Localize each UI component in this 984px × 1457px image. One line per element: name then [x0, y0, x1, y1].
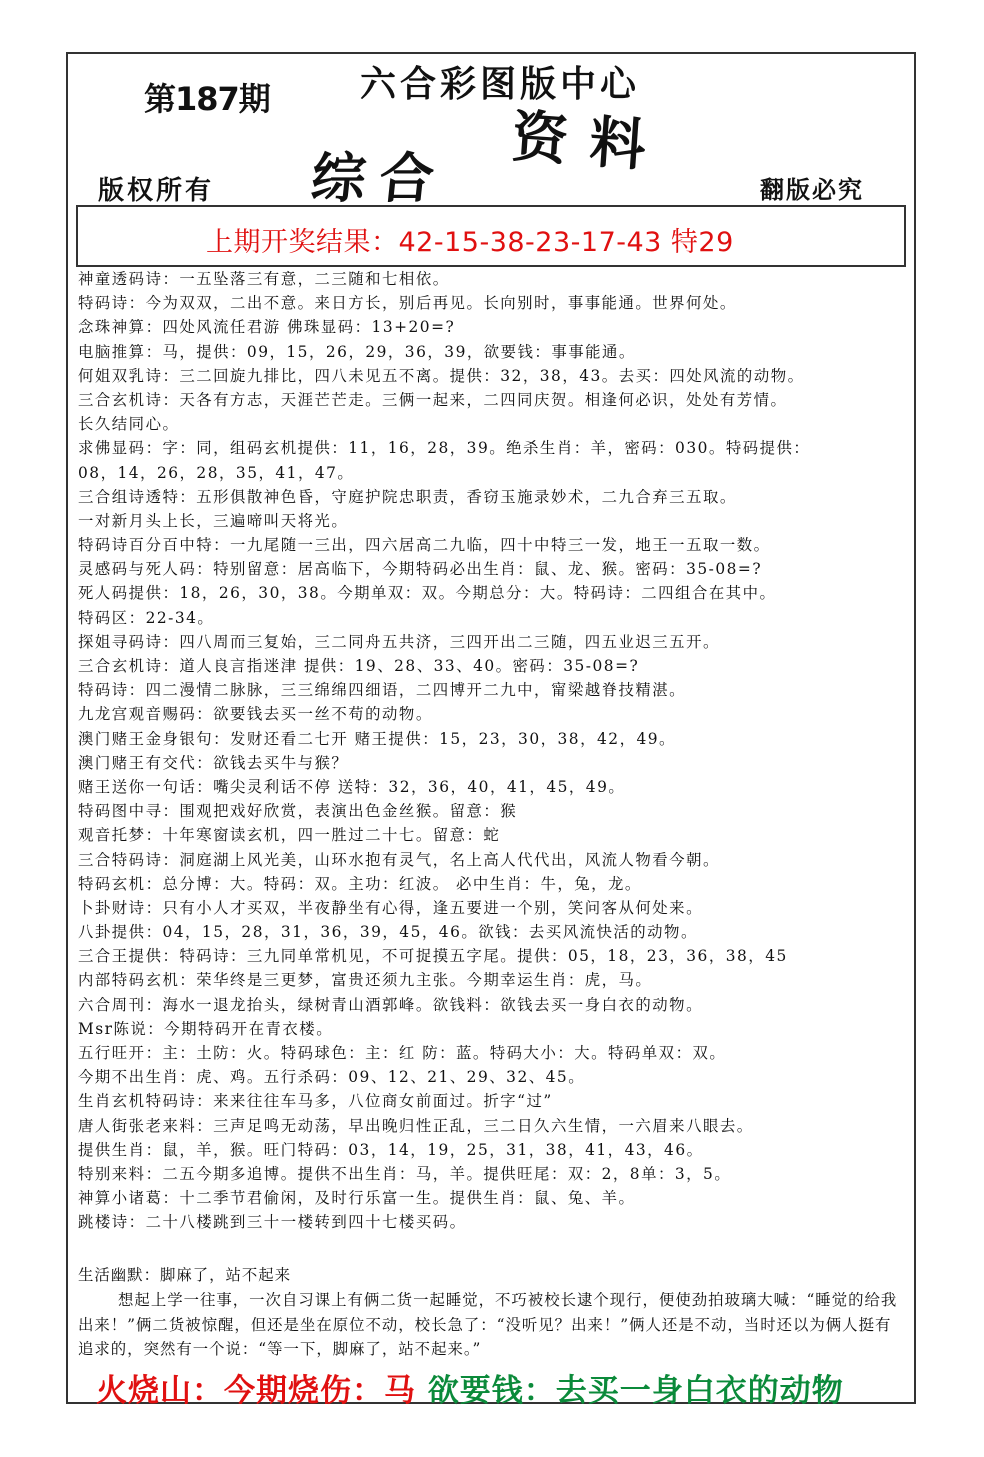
big-title-right: 资料 — [509, 103, 670, 181]
footer-banner — [96, 1365, 844, 1410]
content-line: 三合玄机诗：道人良言指迷津 提供：19、28、33、40。密码：35-08=? — [78, 657, 640, 675]
content-line: 特码玄机：总分博：大。特码：双。主功：红波。 必中生肖：牛，兔，龙。 — [78, 874, 642, 893]
issue-number: 第187期 — [144, 80, 270, 118]
content-line: 生肖玄机特码诗：来来往往车马多，八位商女前面过。折字“过” — [78, 1092, 553, 1111]
content-line: 长久结同心。 — [78, 415, 180, 434]
content-line: 08，14，26，28，35，41，47。 — [78, 463, 355, 482]
content-line: 澳门赌王金身银句：发财还看二七开 赌王提供：15，23，30，38，42，49。 — [78, 729, 676, 748]
content-line: 何姐双乳诗：三二回旋九排比，四八未见五不离。提供：32，38，43。去买：四处风流的动物。 — [78, 366, 805, 385]
center-title: 六合彩图版中心 — [360, 63, 641, 105]
content-line: 三合玄机诗：天各有方志，天涯芒芒走。三俩一起来，二四同庆贺。相逢何必识，处处有芳情。 — [78, 390, 788, 409]
content-lines — [78, 267, 908, 1235]
content-line: 神算小诸葛：十二季节君偷闲，及时行乐富一生。提供生肖：鼠、兔、羊。 — [78, 1189, 636, 1208]
content-line: 六合周刊：海水一退龙抬头，绿树青山酒郭峰。欲钱料：欲钱去买一身白衣的动物。 — [78, 995, 703, 1014]
content-line: 特码区：22-34。 — [78, 608, 215, 627]
content-line: 特码诗：四二漫情二脉脉，三三绵绵四细语，二四博开二九中，甯梁越脊技精湛。 — [78, 681, 687, 700]
content-line: 跳楼诗：二十八楼跳到三十一楼转到四十七楼买码。 — [78, 1213, 467, 1232]
content-line: 一对新月头上长，三遍啼叫天将光。 — [78, 511, 349, 530]
content-line: 特别来料：二五今期多追博。提供不出生肖：马，羊。提供旺尾：双：2，8单：3，5。 — [78, 1164, 732, 1183]
content-line: 三合特码诗：洞庭湖上风光美，山环水抱有灵气，名上高人代代出，风流人物看今朝。 — [78, 850, 720, 869]
content-line: Msr陈说：今期特码开在青衣楼。 — [78, 1019, 334, 1038]
last-draw-result: 上期开奖结果：42-15-38-23-17-43 特29 — [206, 227, 734, 258]
content-line: 特码诗百分百中特：一九尾随一三出，四六居高二九临，四十中特三一发，地王一五取一数。 — [78, 536, 771, 555]
big-title-left: 综合 — [308, 146, 451, 210]
content-line: 求佛显码：字：同，组码玄机提供：11，16，28，39。绝杀生肖：羊，密码：030。特码提供： — [78, 439, 811, 458]
content-line: 八卦提供：04，15，28，31，36，39，45，46。欲钱：去买风流快活的动物。 — [78, 923, 698, 942]
content-line: 九龙宫观音赐码：欲要钱去买一丝不苟的动物。 — [78, 705, 433, 724]
content-line: 澳门赌王有交代：欲钱去买牛与猴？ — [78, 753, 349, 772]
content-line: 念珠神算：四处风流任君游 佛珠显码：13+20=? — [78, 318, 456, 337]
content-line: 今期不出生肖：虎、鸡。五行杀码：09、12、21、29、32、45。 — [78, 1068, 586, 1087]
content-line: 特码诗：今为双双，二出不意。来日方长，别后再见。长向别时，事事能通。世界何处。 — [78, 294, 737, 313]
content-line: 五行旺开：主：土防：火。特码球色：主：红 防：蓝。特码大小：大。特码单双：双。 — [78, 1044, 727, 1062]
content-line: 死人码提供：18，26，30，38。今期单双：双。今期总分：大。特码诗：二四组合在其中。 — [78, 584, 777, 603]
content-line: 灵感码与死人码：特别留意：居高临下，今期特码必出生肖：鼠、龙、猴。密码：35-08=? — [78, 560, 763, 579]
content-line: 三合组诗透特：五形俱散神色昏，守庭护院忠职责，香窃玉施录妙术，二九合弃三五取。 — [78, 487, 737, 506]
footer-burn-text: 火烧山：今期烧伤：马 — [96, 1373, 416, 1409]
content-line: 提供生肖：鼠，羊，猴。旺门特码：03，14，19，25，31，38，41，43，46。 — [78, 1140, 704, 1159]
copyright-left: 版权所有 — [98, 176, 215, 206]
content-line: 神童透码诗：一五坠落三有意，二三随和七相依。 — [78, 270, 450, 288]
content-line: 赌王送你一句话：嘴尖灵利话不停 送特：32，36，40，41，45，49。 — [78, 777, 626, 796]
content-line: 内部特码玄机：荣华终是三更梦，富贵还须九主张。今期幸运生肖：虎，马。 — [78, 971, 653, 990]
content-line: 卜卦财诗：只有小人才买双，半夜静坐有心得，逢五要进一个别，笑问客从何处来。 — [78, 898, 703, 917]
story-section — [78, 1262, 904, 1362]
content-line: 观音托梦：十年寒窗读玄机，四一胜过二十七。留意：蛇 — [78, 826, 501, 845]
content-line: 电脑推算：马，提供：09，15，26，29，36，39，欲要钱：事事能通。 — [78, 342, 636, 361]
content-line: 探姐寻码诗：四八周而三复始，三二同舟五共济，三四开出二三随，四五业迟三五开。 — [78, 632, 720, 651]
content-line: 三合王提供：特码诗：三九同单常机见，不可捉摸五字尾。提供：05，18，23，36，38，45 — [78, 947, 788, 966]
story-title: 生活幽默：脚麻了，站不起来 — [78, 1266, 292, 1284]
footer-money-text: 欲要钱：去买一身白衣的动物 — [427, 1373, 844, 1409]
copyright-right: 翻版必究 — [760, 175, 864, 204]
content-line: 特码图中寻：围观把戏好欣赏，表演出色金丝猴。留意：猴 — [78, 802, 518, 821]
content-line: 唐人街张老来料：三声足鸣无动荡，早出晚归性正乱，三二日久六生情，一六眉来八眼去。 — [78, 1116, 754, 1135]
story-body: 想起上学一往事，一次自习课上有俩二货一起睡觉，不巧被校长逮个现行，便使劲拍玻璃大喊：“睡觉的给我出来！”俩二货被惊醒，但还是坐在原位不动，校长急了：“没听见？出来！”俩人还是不动，当时还以为俩人挺有追求的，突然有一个说：“等一下，脚麻了，站不起来。” — [78, 1291, 898, 1358]
